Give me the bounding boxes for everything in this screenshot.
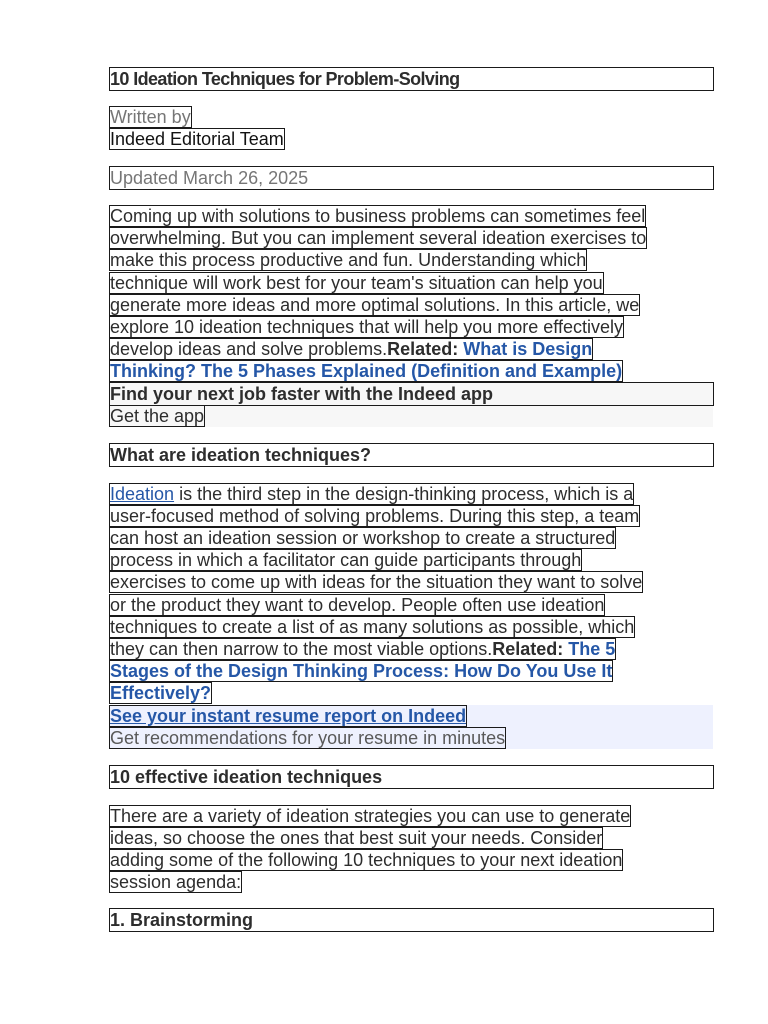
app-banner: [110, 383, 713, 427]
resume-banner[interactable]: [110, 705, 713, 749]
article-title: 10 Ideation Techniques for Problem-Solving: [110, 68, 713, 90]
intro-line: generate more ideas and more optimal solutions. In this article, we: [110, 294, 640, 315]
ideation-line-text: they can then narrow to the most viable options.: [110, 639, 493, 660]
intro-paragraph: [110, 205, 713, 383]
related-link-5-stages-end[interactable]: Effectively?: [110, 683, 212, 704]
author-name[interactable]: Indeed Editorial Team: [110, 129, 284, 149]
ideation-line: user-focused method of solving problems. During this step, a team: [110, 505, 640, 526]
techniques-line: There are a variety of ideation strategies you can use to generate: [110, 805, 631, 826]
ideation-line: can host an ideation session or workshop to create a structured: [110, 528, 616, 549]
intro-line: make this process productive and fun. Understanding which: [110, 250, 587, 271]
get-the-app-button[interactable]: Get the app: [110, 405, 205, 426]
ideation-line: or the product they want to develop. People often use ideation: [110, 594, 605, 615]
techniques-paragraph: [110, 805, 713, 894]
related-link-5-stages[interactable]: The 5: [568, 639, 616, 660]
section-heading-techniques: 10 effective ideation techniques: [110, 766, 713, 788]
article-column: [110, 68, 713, 948]
intro-line-with-related: [110, 339, 592, 359]
resume-banner-subtitle: Get recommendations for your resume in minutes: [110, 727, 506, 748]
related-label: Related:: [492, 639, 564, 660]
updated-date: Updated March 26, 2025: [110, 167, 713, 189]
written-by-label: Written by: [110, 107, 191, 127]
ideation-paragraph: [110, 483, 713, 705]
app-banner-title: Find your next job faster with the Indeed app: [110, 383, 713, 405]
section-heading-brainstorming: 1. Brainstorming: [110, 909, 713, 931]
related-link-design-thinking[interactable]: What is Design: [463, 339, 593, 360]
intro-line: develop ideas and solve problems.: [110, 339, 388, 360]
intro-line: Coming up with solutions to business problems can sometimes feel: [110, 206, 646, 226]
related-label: Related:: [387, 339, 459, 360]
intro-line: overwhelming. But you can implement several ideation exercises to: [110, 228, 647, 249]
ideation-line-text: is the third step in the design-thinking process, which is a: [174, 483, 634, 504]
related-link-5-stages-cont[interactable]: Stages of the Design Thinking Process: How Do You Use It: [110, 661, 613, 682]
intro-line: technique will work best for your team's situation can help you: [110, 272, 603, 293]
ideation-line-with-related: [110, 639, 615, 659]
techniques-line: session agenda:: [110, 872, 242, 893]
ideation-line: [110, 484, 633, 504]
resume-report-link[interactable]: See your instant resume report on Indeed: [110, 705, 467, 726]
ideation-line: process in which a facilitator can guide participants through: [110, 550, 582, 571]
techniques-line: adding some of the following 10 techniques to your next ideation: [110, 850, 623, 871]
intro-line: explore 10 ideation techniques that will help you more effectively: [110, 317, 623, 338]
ideation-link[interactable]: Ideation: [110, 483, 175, 504]
ideation-line: techniques to create a list of as many solutions as possible, which: [110, 616, 635, 637]
ideation-line: exercises to come up with ideas for the situation they want to solve: [110, 572, 643, 593]
techniques-line: ideas, so choose the ones that best suit your needs. Consider: [110, 827, 603, 848]
related-link-design-thinking-cont[interactable]: Thinking? The 5 Phases Explained (Definition and Example): [110, 361, 623, 382]
section-heading-ideation: What are ideation techniques?: [110, 444, 713, 466]
